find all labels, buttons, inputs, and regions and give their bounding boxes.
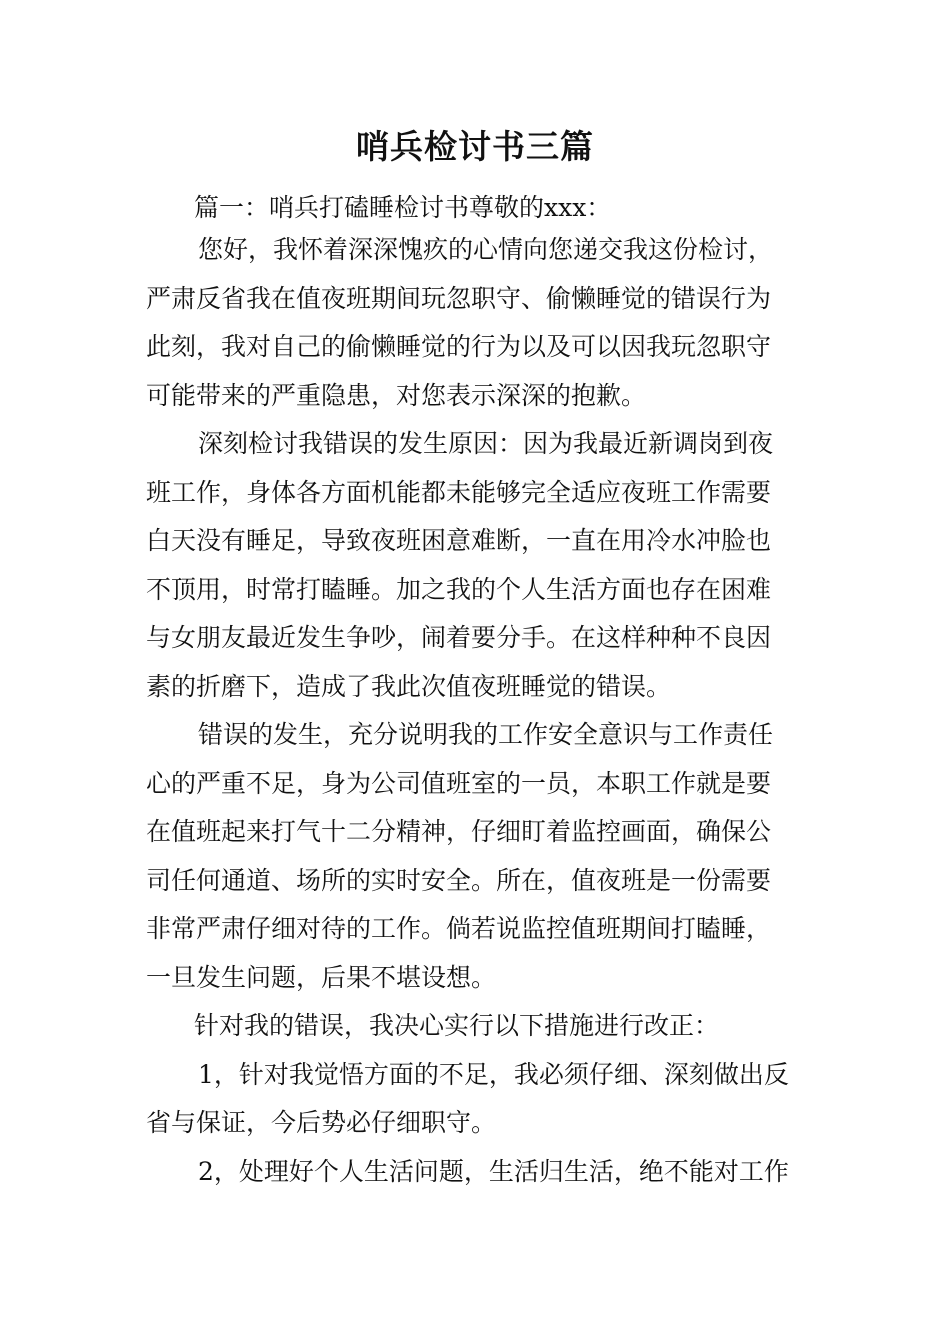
text-line: 可能带来的严重隐患，对您表示深深的抱歉。: [146, 380, 647, 410]
text-line: 1，针对我觉悟方面的不足，我必须仔细、深刻做出反: [198, 1059, 789, 1089]
text-line: 错误的发生，充分说明我的工作安全意识与工作责任: [198, 720, 774, 749]
text-line: 一旦发生问题，后果不堪设想。: [146, 962, 497, 992]
text-line: 2，处理好个人生活问题，生活归生活，绝不能对工作: [198, 1156, 789, 1186]
text-line-salutation: 篇一：哨兵打磕睡检讨书尊敬的xxx：: [194, 193, 612, 222]
text-line: 深刻检讨我错误的发生原因：因为我最近新调岗到夜: [198, 429, 774, 458]
text-line: 司任何通道、场所的实时安全。所在，值夜班是一份需要: [146, 865, 772, 895]
text-line: 针对我的错误，我决心实行以下措施进行改正：: [194, 1011, 720, 1040]
text-line: 素的折磨下，造成了我此次值夜班睡觉的错误。: [146, 671, 672, 701]
text-line: 班工作，身体各方面机能都未能够完全适应夜班工作需要: [146, 477, 772, 507]
document-body-paragraphs: [146, 226, 808, 1196]
text-line: 严肃反省我在值夜班期间玩忽职守、偷懒睡觉的错误行为: [146, 283, 772, 313]
text-line: 您好，我怀着深深愧疚的心情向您递交我这份检讨，: [198, 235, 774, 264]
text-line: 省与保证，今后势必仔细职守。: [146, 1108, 497, 1137]
text-line: 心的严重不足，身为公司值班室的一员，本职工作就是要: [146, 768, 772, 798]
text-line: 此刻，我对自己的偷懒睡觉的行为以及可以因我玩忽职守: [146, 332, 772, 361]
document-title: 哨兵检讨书三篇: [356, 127, 594, 166]
text-line: 不顶用，时常打瞌睡。加之我的个人生活方面也存在困难: [146, 574, 772, 604]
text-line: 与女朋友最近发生争吵，闹着要分手。在这样种种不良因: [146, 623, 772, 652]
text-line: 非常严肃仔细对待的工作。倘若说监控值班期间打瞌睡，: [146, 914, 772, 943]
text-line: 白天没有睡足，导致夜班困意难断，一直在用冷水冲脸也: [146, 526, 772, 555]
text-line: 在值班起来打气十二分精神，仔细盯着监控画面，确保公: [146, 817, 772, 846]
